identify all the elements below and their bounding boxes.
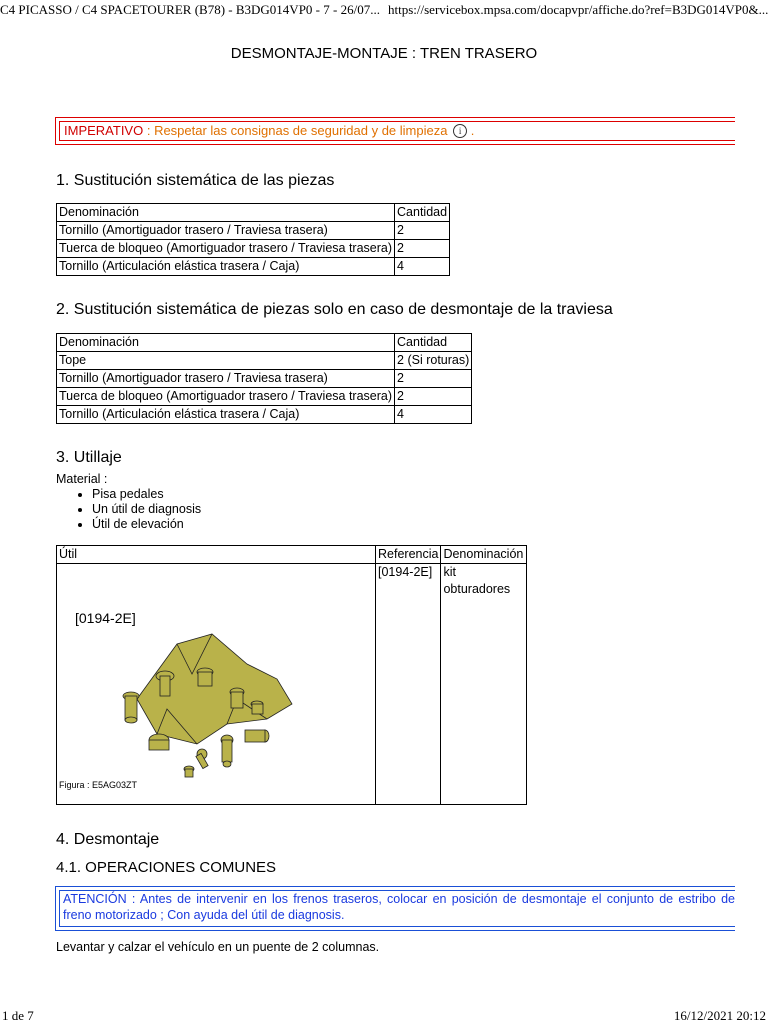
cell-denominacion: kit obturadores — [441, 564, 527, 805]
print-datetime: 16/12/2021 20:12 — [673, 1008, 766, 1023]
cell-denominacion: Tope — [57, 352, 395, 370]
cell-denominacion: Tornillo (Articulación elástica trasera / Caja) — [57, 406, 395, 424]
section2-heading: 2. Sustitución sistemática de piezas solo en caso de desmontaje de la traviesa — [56, 301, 613, 318]
atencion-label: ATENCIÓN — [63, 892, 127, 906]
table-row — [57, 352, 472, 370]
table-header-row — [57, 204, 450, 222]
cell-cantidad: 4 — [395, 406, 472, 424]
table-header-row — [57, 546, 527, 564]
atencion-box: ATENCIÓN : Antes de intervenir en los frenos traseros, colocar en posición de desmontaje el conjunto de estribo de freno motorizado ; Con ayuda del útil de diagnosis. — [55, 886, 735, 931]
section3-heading: 3. Utillaje — [56, 449, 122, 466]
page-title: DESMONTAJE-MONTAJE : TREN TRASERO — [230, 45, 538, 62]
imperative-text: Respetar las consignas de seguridad y de limpieza — [154, 123, 448, 138]
col-cantidad: Cantidad — [395, 334, 472, 352]
col-cantidad: Cantidad — [395, 204, 450, 222]
table-row — [57, 370, 472, 388]
table-row — [57, 388, 472, 406]
cell-denominacion: Tornillo (Articulación elástica trasera / Caja) — [57, 258, 395, 276]
imperative-label: IMPERATIVO — [64, 123, 144, 138]
tools-table — [56, 545, 527, 805]
cell-referencia: [0194-2E] — [376, 564, 441, 805]
parts-table-1 — [56, 203, 450, 276]
material-list — [56, 487, 201, 532]
col-denominacion: Denominación — [441, 546, 527, 564]
cell-denominacion: Tornillo (Amortiguador trasero / Traviesa trasera) — [57, 370, 395, 388]
imperative-box — [55, 117, 735, 145]
cell-cantidad: 2 (Si roturas) — [395, 352, 472, 370]
tool-figure-cell — [57, 564, 376, 805]
cell-cantidad: 2 — [395, 370, 472, 388]
page-number: 1 de 7 — [2, 1008, 34, 1023]
list-item: • Pisa pedales — [92, 487, 201, 502]
print-header-title: C4 PICASSO / C4 SPACETOURER (B78) - B3DG014VP0 - 7 - 26/07... — [0, 2, 380, 17]
material-label: Material : — [56, 472, 108, 486]
info-icon[interactable]: i — [453, 124, 467, 138]
cell-cantidad: 2 — [395, 240, 450, 258]
cell-cantidad: 4 — [395, 258, 450, 276]
col-denominacion: Denominación — [57, 334, 395, 352]
cell-denominacion: Tornillo (Amortiguador trasero / Traviesa trasera) — [57, 222, 395, 240]
cell-denominacion: Tuerca de bloqueo (Amortiguador trasero / Traviesa trasera) — [57, 388, 395, 406]
table-row — [57, 564, 527, 805]
imperative-separator: : — [143, 123, 155, 138]
list-item: • Un útil de diagnosis — [92, 502, 201, 517]
list-item: • Útil de elevación — [92, 517, 201, 532]
figure-caption: Figura : E5AG03ZT — [59, 780, 138, 790]
print-header-url: https://servicebox.mpsa.com/docapvpr/affiche.do?ref=B3DG014VP0&... — [388, 2, 768, 17]
table-row — [57, 222, 450, 240]
section1-heading: 1. Sustitución sistemática de las piezas — [56, 172, 335, 189]
section4-1-heading: 4.1. OPERACIONES COMUNES — [56, 859, 277, 876]
col-util: Útil — [57, 546, 376, 564]
atencion-text: Antes de intervenir en los frenos traseros, colocar en posición de desmontaje el conjunto de estribo de freno motorizado ; Con ayuda del útil de diagnosis. — [63, 892, 735, 922]
cell-denominacion: Tuerca de bloqueo (Amortiguador trasero / Traviesa trasera) — [57, 240, 395, 258]
cell-cantidad: 2 — [395, 388, 472, 406]
parts-table-2 — [56, 333, 472, 424]
section4-heading: 4. Desmontaje — [56, 831, 160, 848]
col-denominacion: Denominación — [57, 204, 395, 222]
step-text: Levantar y calzar el vehículo en un puente de 2 columnas. — [56, 940, 380, 954]
table-row — [57, 240, 450, 258]
col-referencia: Referencia — [376, 546, 441, 564]
table-row — [57, 406, 472, 424]
figure-code: [0194-2E] — [75, 610, 136, 626]
table-header-row — [57, 334, 472, 352]
cell-cantidad: 2 — [395, 222, 450, 240]
imperative-end: . — [467, 123, 475, 138]
table-row — [57, 258, 450, 276]
